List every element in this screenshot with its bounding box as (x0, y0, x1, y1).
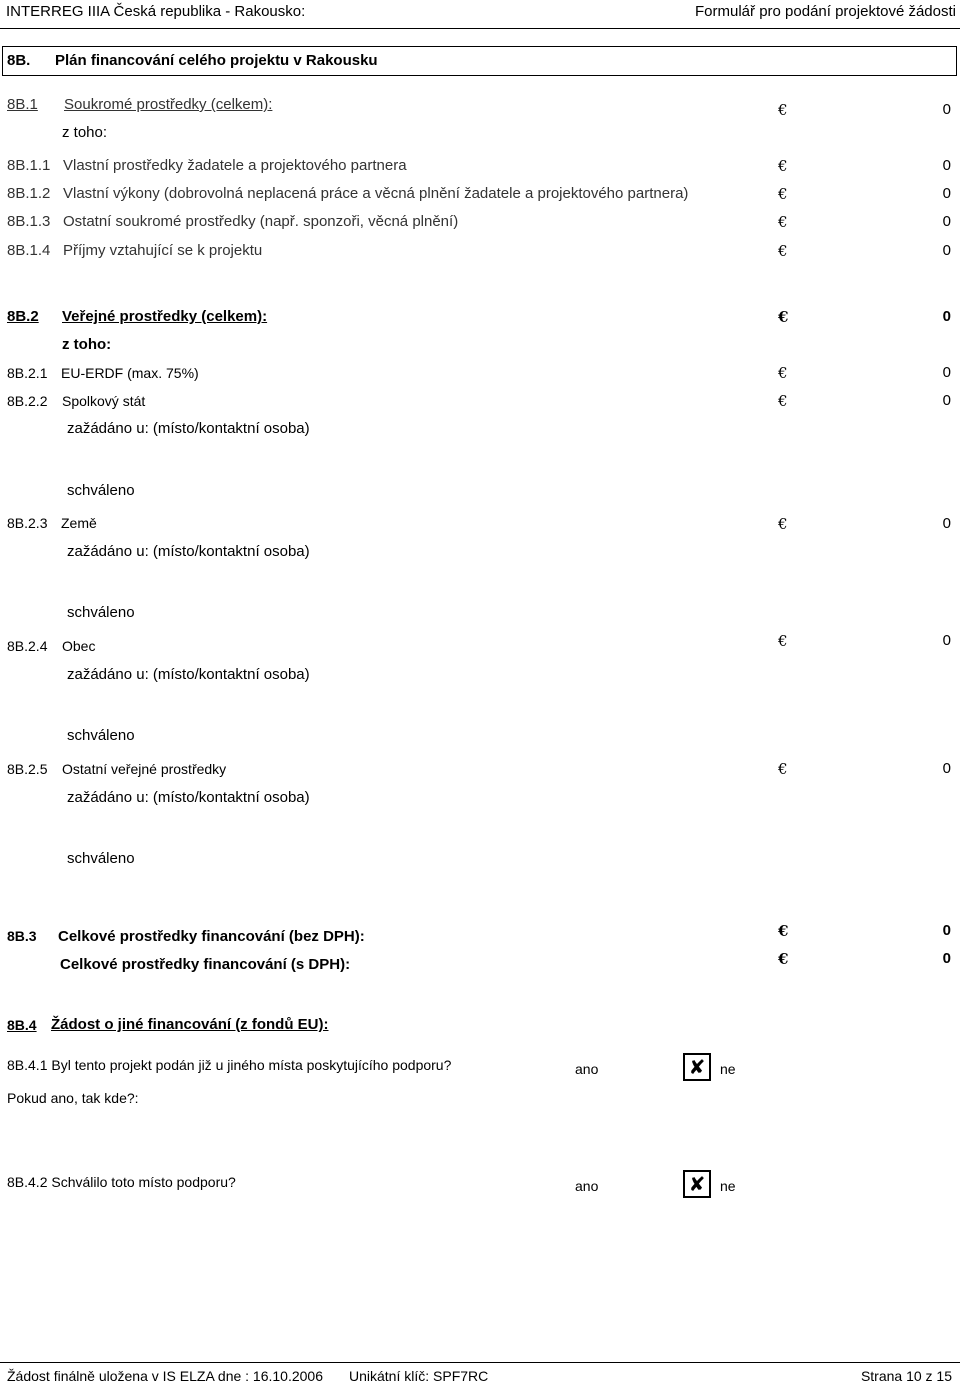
euro-sign: € (778, 922, 789, 940)
private-item-value: 0 (942, 185, 951, 202)
other-funding-code: 8B.4 (7, 1017, 37, 1033)
followup-where-label: Pokud ano, tak kde?: (7, 1090, 139, 1106)
private-item-label: Příjmy vztahující se k projektu (63, 242, 263, 259)
private-of-which: z toho: (62, 124, 108, 141)
euro-sign: € (778, 364, 788, 382)
private-item-value: 0 (942, 242, 951, 259)
option-no-label: ne (720, 1178, 736, 1194)
erdf-value: 0 (942, 364, 951, 381)
public-item-value: 0 (942, 515, 951, 532)
footer-saved-date: Žádost finálně uložena v IS ELZA dne : 16.10.2006 (7, 1368, 323, 1384)
euro-sign: € (778, 213, 788, 231)
private-item-value: 0 (942, 157, 951, 174)
no-checkbox[interactable]: ✘ (683, 1170, 711, 1198)
question-submitted-elsewhere: 8B.4.1 Byl tento projekt podán již u jiného místa poskytujícího podporu? (7, 1057, 452, 1073)
section-title: Plán financování celého projektu v Rakousku (55, 52, 378, 69)
approved-label: schváleno (67, 604, 135, 621)
section-code: 8B. (7, 52, 31, 69)
question-approved: 8B.4.2 Schválilo toto místo podporu? (7, 1174, 236, 1190)
euro-sign: € (778, 392, 788, 410)
private-code: 8B.1 (7, 96, 38, 113)
public-title: Veřejné prostředky (celkem): (62, 308, 268, 325)
private-item-value: 0 (942, 213, 951, 230)
footer-divider (0, 1362, 960, 1363)
public-item-label: Spolkový stát (62, 393, 146, 409)
header-form-title: Formulář pro podání projektové žádosti (695, 3, 956, 20)
public-item-value: 0 (942, 392, 951, 409)
other-funding-title: Žádost o jiné financování (z fondů EU): (51, 1016, 329, 1033)
euro-sign: € (778, 185, 788, 203)
header-program: INTERREG IIIA Česká republika - Rakousko: (6, 3, 306, 20)
private-item-code: 8B.1.4 (7, 242, 51, 259)
public-item-value: 0 (942, 632, 951, 649)
approved-label: schváleno (67, 482, 135, 499)
private-item-label: Vlastní výkony (dobrovolná neplacená práce a věcná plnění žadatele a projektového partnera) (63, 185, 689, 202)
total-without-vat-value: 0 (942, 922, 951, 939)
approved-label: schváleno (67, 727, 135, 744)
requested-from-label: zažádáno u: (místo/kontaktní osoba) (67, 789, 310, 806)
requested-from-label: zažádáno u: (místo/kontaktní osoba) (67, 420, 310, 437)
requested-from-label: zažádáno u: (místo/kontaktní osoba) (67, 543, 310, 560)
totals-code: 8B.3 (7, 928, 37, 944)
public-of-which: z toho: (62, 336, 112, 353)
public-item-code: 8B.2.2 (7, 393, 48, 409)
private-item-code: 8B.1.3 (7, 213, 51, 230)
public-item-value: 0 (942, 760, 951, 777)
section-title-box (2, 46, 957, 76)
public-item-code: 8B.2.5 (7, 761, 48, 777)
total-without-vat-label: Celkové prostředky financování (bez DPH): (58, 928, 365, 945)
no-checkbox[interactable]: ✘ (683, 1053, 711, 1081)
euro-sign: € (778, 101, 788, 119)
option-yes-label: ano (575, 1178, 599, 1194)
footer-unique-key: Unikátní klíč: SPF7RC (349, 1368, 489, 1384)
private-total: 0 (942, 101, 951, 118)
euro-sign: € (778, 950, 789, 968)
euro-sign: € (778, 515, 788, 533)
private-item-code: 8B.1.2 (7, 185, 51, 202)
private-title: Soukromé prostředky (celkem): (64, 96, 273, 113)
approved-label: schváleno (67, 850, 135, 867)
page-header (0, 0, 960, 29)
public-item-code: 8B.2.4 (7, 638, 48, 654)
euro-sign: € (778, 242, 788, 260)
footer-page-number: Strana 10 z 15 (860, 1368, 952, 1384)
public-total: 0 (942, 308, 951, 325)
euro-sign: € (778, 157, 788, 175)
private-item-label: Vlastní prostředky žadatele a projektového partnera (63, 157, 407, 174)
public-item-label: Země (61, 515, 97, 531)
option-yes-label: ano (575, 1061, 599, 1077)
euro-sign: € (778, 308, 789, 326)
erdf-code: 8B.2.1 (7, 365, 48, 381)
euro-sign: € (778, 760, 788, 778)
requested-from-label: zažádáno u: (místo/kontaktní osoba) (67, 666, 310, 683)
erdf-label: EU-ERDF (max. 75%) (61, 365, 199, 381)
public-item-code: 8B.2.3 (7, 515, 48, 531)
option-no-label: ne (720, 1061, 736, 1077)
total-with-vat-label: Celkové prostředky financování (s DPH): (60, 956, 351, 973)
private-item-label: Ostatní soukromé prostředky (např. sponzoři, věcná plnění) (63, 213, 459, 230)
private-item-code: 8B.1.1 (7, 157, 51, 174)
public-code: 8B.2 (7, 308, 39, 325)
public-item-label: Ostatní veřejné prostředky (62, 761, 227, 777)
euro-sign: € (778, 632, 788, 650)
total-with-vat-value: 0 (942, 950, 951, 967)
public-item-label: Obec (62, 638, 96, 654)
